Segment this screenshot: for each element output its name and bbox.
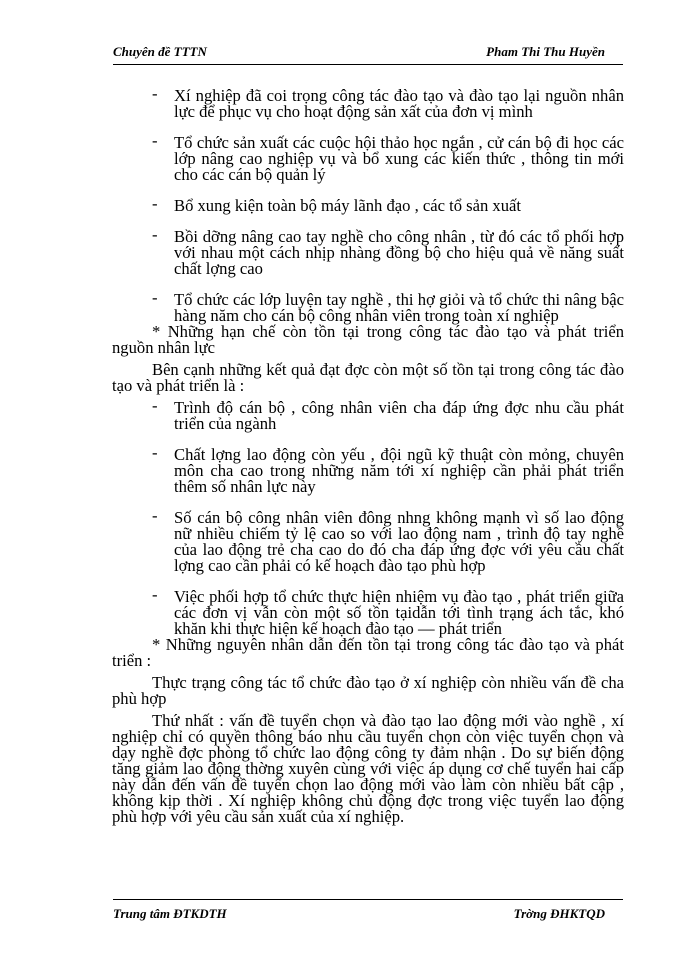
list-item [112,84,624,121]
body-paragraph: Thứ nhất : vấn đề tuyển chọn và đào tạo lao động mới vào nghề , xí nghiệp chỉ có quyền thông báo nhu cầu tuyển chọn còn việc tuyển chọn và dạy nghề đợc phòng tổ chức lao động công ty đảm nhận . Do sự biến động tăng giảm lao động thờng xuyên cùng với việc áp dụng cơ chế tuyển hai cấp này dẫn đến vấn đề tuyển chọn lao động mới vào làm còn nhiều bất cập , không kịp thời . Xí nghiệp không chủ động đợc trong việc tuyển lao động phù hợp với yêu cầu sản xuất của xí nghiệp. [112,711,624,826]
list-item-text: Số cán bộ công nhân viên đông nhng không mạnh vì số lao động nữ nhiều chiếm tỷ lệ cao so với lao động nam , trình độ tay nghề của lao động trẻ cha cao do đó cha đáp ứng đợc với yêu cầu chất lợng cao cần phải có kế hoạch đào tạo phù hợp [174,508,624,575]
bullet-dash: - [152,84,158,103]
list-item [112,396,624,433]
body-paragraph: Thực trạng công tác tổ chức đào tạo ở xí nghiệp còn nhiều vấn đề cha phù hợp [112,673,624,708]
page-content [112,84,624,826]
footer-right: Trờng ĐHKTQD [513,906,605,921]
list-item-text: Xí nghiệp đã coi trọng công tác đào tạo và đào tạo lại nguồn nhân lực để phục vụ cho hoạt động sản xất của đơn vị mình [174,86,624,121]
list-item-text: Chất lợng lao động còn yếu , đội ngũ kỹ thuật còn mỏng, chuyên môn cha cao trong những năm tới xí nghiệp cần phải phát triển thêm số nhân lực này [174,445,624,496]
list-item [112,194,624,215]
bullet-dash: - [152,194,158,213]
bullet-dash: - [152,225,158,244]
list-item-text: Bổ xung kiện toàn bộ máy lãnh đạo , các tổ sản xuất [174,196,522,215]
bullet-dash: - [152,585,158,604]
list-item [112,288,624,325]
header-left-title: Chuyên đề TTTN [113,44,207,59]
section-heading-causes: * Những nguyên nhân dẫn đến tồn tại trong công tác đào tạo và phát triển : [112,635,624,670]
list-item-text: Tổ chức các lớp luyện tay nghề , thi hợ giỏi và tổ chức thi nâng bậc hàng năm cho cán bộ công nhân viên trong toàn xí nghiệp [174,290,624,325]
section-heading-limitations: * Những hạn chế còn tồn tại trong công tác đào tạo và phát triển nguồn nhân lực [112,322,624,357]
bullet-dash: - [152,131,158,150]
bullet-dash: - [152,288,158,307]
list-item [112,506,624,575]
list-item [112,443,624,496]
list-item-text: Bồi dỡng nâng cao tay nghề cho công nhân , từ đó các tổ phối hợp với nhau một cách nhịp nhàng đồng bộ cho hiệu quả về năng suất chất lợng cao [174,227,624,278]
list-item [112,131,624,184]
bullet-dash: - [152,396,158,415]
page-footer [113,899,623,930]
page-header [113,44,623,65]
bullet-dash: - [152,506,158,525]
list-item-text: Trình độ cán bộ , công nhân viên cha đáp ứng đợc nhu cầu phát triển của ngành [174,398,624,433]
list-item-text: Việc phối hợp tổ chức thực hiện nhiệm vụ đào tạo , phát triển giữa các đơn vị vẫn còn một số tồn tạidẫn tới tình trạng ách tắc, khó khăn khi thực hiện kế hoạch đào tạo — phát triển [174,587,624,638]
header-author: Pham Thi Thu Huyền [486,44,605,59]
footer-left: Trung tâm ĐTKDTH [113,906,227,921]
list-item-text: Tổ chức sản xuất các cuộc hội thảo học ngắn , cử cán bộ đi học các lớp nâng cao nghiệp vụ và bổ xung các kiến thức , thông tin mới cho các cán bộ quản lý [174,133,624,184]
list-item [112,585,624,638]
intro-paragraph: Bên cạnh những kết quả đạt đợc còn một số tồn tại trong công tác đào tạo và phát triển là : [112,360,624,395]
bullet-dash: - [152,443,158,462]
list-item [112,225,624,278]
